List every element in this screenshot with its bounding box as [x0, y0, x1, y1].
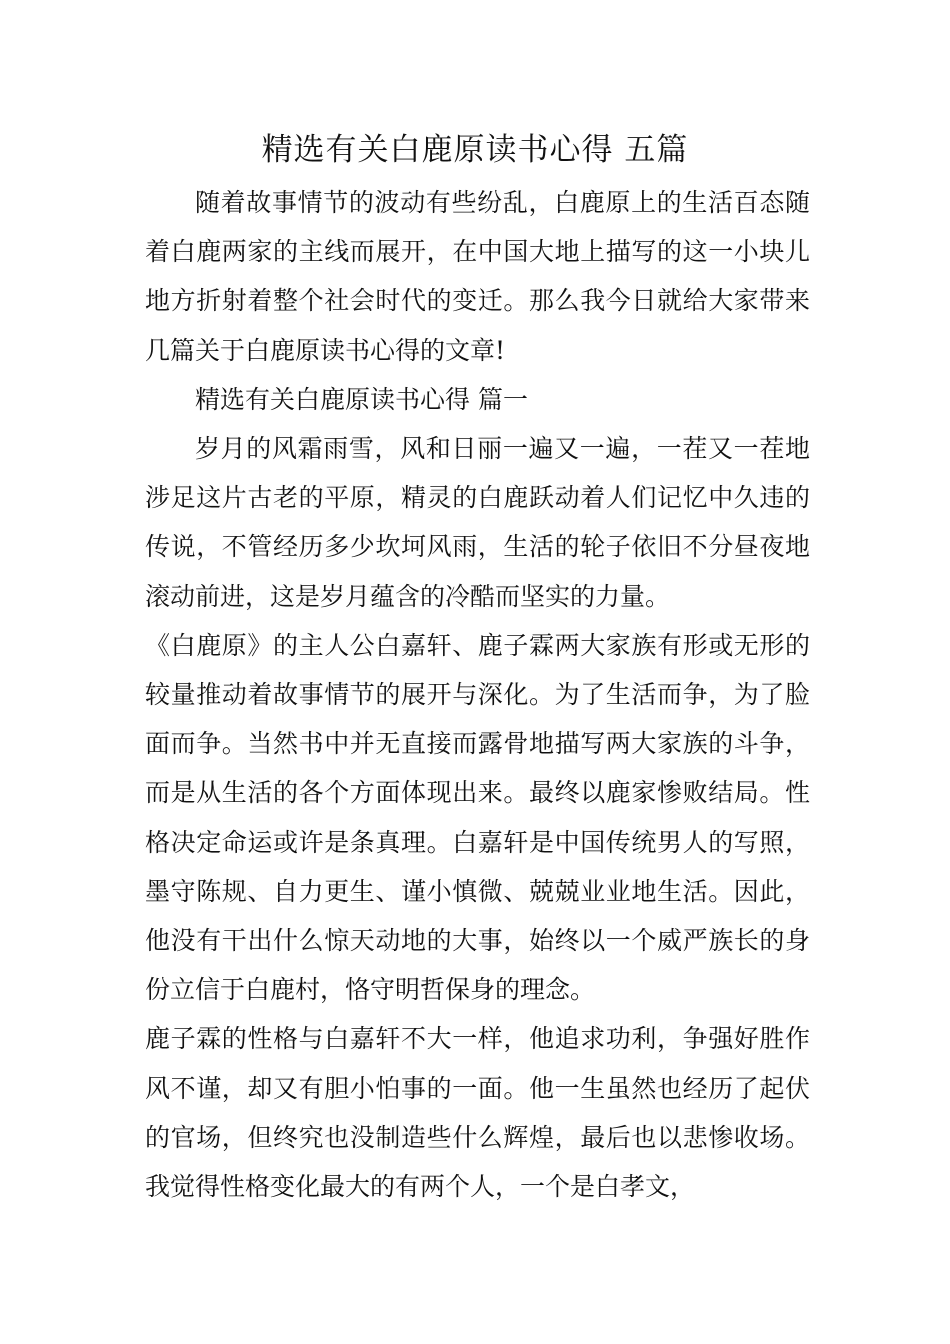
body-paragraph: 岁月的风霜雨雪，风和日丽一遍又一遍，一茬又一茬地涉足这片古老的平原，精灵的白鹿跃动着人们记忆中久违的传说，不管经历多少坎坷风雨，生活的轮子依旧不分昼夜地滚动前进，这是岁月蕴含的冷酷而坚实的力量。 — [145, 434, 810, 611]
intro-paragraph: 随着故事情节的波动有些纷乱，白鹿原上的生活百态随着白鹿两家的主线而展开，在中国大地上描写的这一小块儿地方折射着整个社会时代的变迁。那么我今日就给大家带来几篇关于白鹿原读书心得的文章! — [145, 188, 810, 365]
document-body — [145, 178, 810, 1211]
body-paragraph: 鹿子霖的性格与白嘉轩不大一样，他追求功利，争强好胜作风不谨，却又有胆小怕事的一面。他一生虽然也经历了起伏的官场，但终究也没制造些什么辉煌，最后也以悲惨收场。我觉得性格变化最大的有两个人，一个是白孝文， — [145, 1024, 810, 1202]
section-heading: 精选有关白鹿原读书心得 篇一 — [195, 384, 528, 414]
document-title: 精选有关白鹿原读书心得 五篇 — [261, 132, 689, 168]
body-paragraph: 《白鹿原》的主人公白嘉轩、鹿子霖两大家族有形或无形的较量推动着故事情节的展开与深化。为了生活而争，为了脸面而争。当然书中并无直接而露骨地描写两大家族的斗争，而是从生活的各个方面体现出来。最终以鹿家惨败结局。性格决定命运或许是条真理。白嘉轩是中国传统男人的写照，墨守陈规、自力更生、谨小慎微、兢兢业业地生活。因此，他没有干出什么惊天动地的大事，始终以一个威严族长的身份立信于白鹿村，恪守明哲保身的理念。 — [145, 630, 810, 1005]
